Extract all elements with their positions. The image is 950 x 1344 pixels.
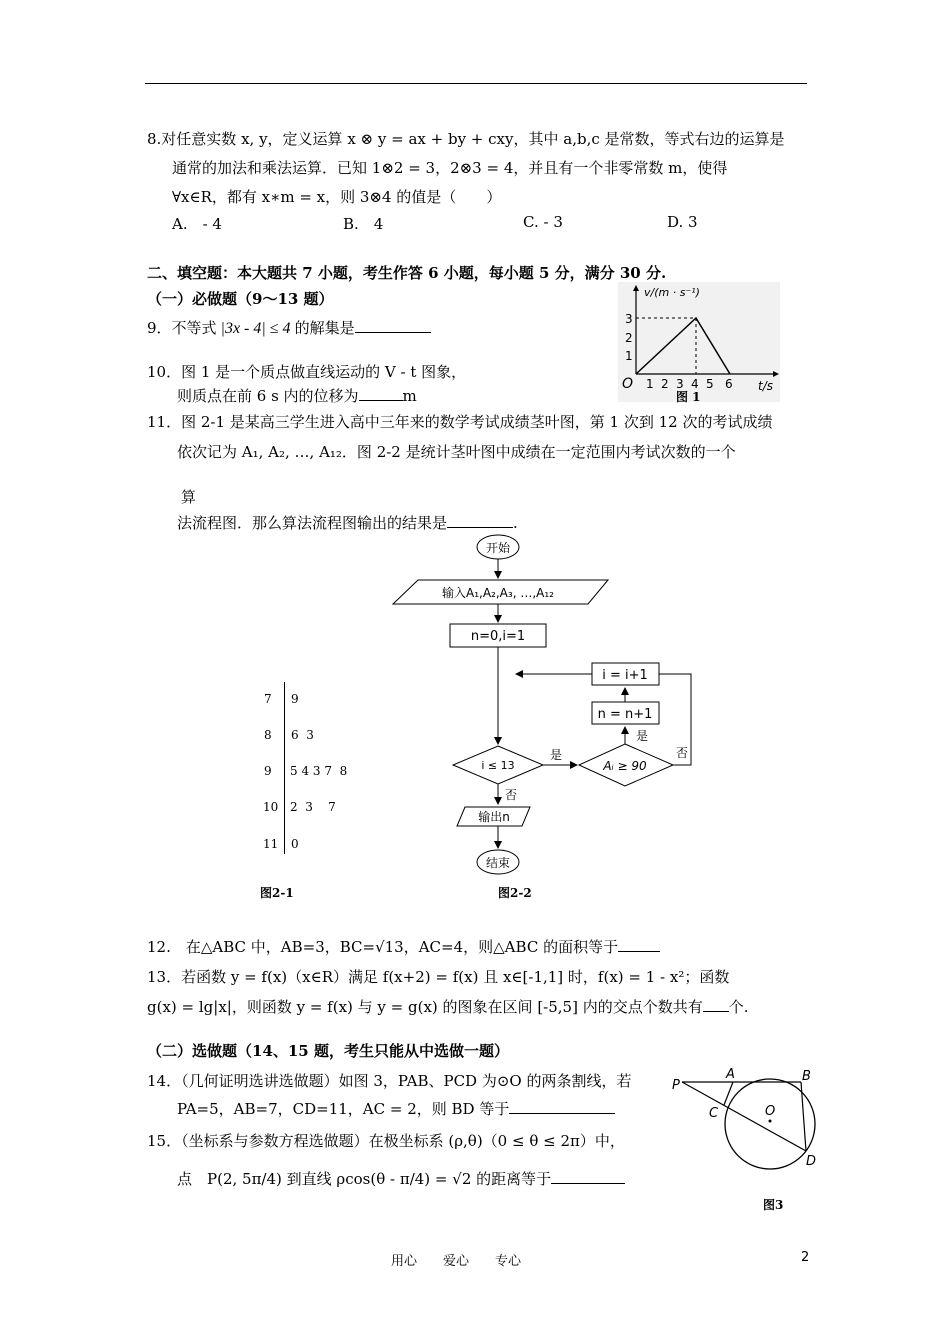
q13-line2-text: g(x) = lg|x|，则函数 y = f(x) 与 y = g(x) 的图象在区间 [-5,5] 内的交点个数共有 <box>147 998 703 1016</box>
flow-output: 输出n <box>478 810 510 824</box>
q14-answer-blank[interactable] <box>509 1099 615 1114</box>
flowchart-caption: 图2-2 <box>498 886 532 900</box>
q8-option-d: D. 3 <box>667 213 698 231</box>
figure3-label: D <box>806 1154 817 1169</box>
q12-answer-blank[interactable] <box>618 937 660 952</box>
figure1-ytick: 1 <box>625 349 633 363</box>
q13-line1: 13．若函数 y = f(x)（x∈R）满足 f(x+2) = f(x) 且 x∈[-1,1] 时，f(x) = 1 - x²；函数 <box>147 968 730 986</box>
flow-no1: 否 <box>505 788 518 802</box>
figure1-origin: O <box>622 376 634 392</box>
stemleaf-divider <box>284 682 285 854</box>
figure1-xtick: 2 <box>661 377 669 391</box>
figure3-chord-bd <box>801 1082 806 1151</box>
stemleaf-leaves: 6 3 <box>291 728 314 742</box>
q9-answer-blank[interactable] <box>355 318 431 333</box>
stemleaf-stem: 8 <box>264 728 272 742</box>
figure1-xtick: 3 <box>676 377 684 391</box>
q8-line2: 通常的加法和乘法运算．已知 1⊗2 = 3，2⊗3 = 4，并且有一个非零常数 m，使得 <box>172 159 728 177</box>
q8-option-b: B. 4 <box>343 215 384 233</box>
q15-answer-blank[interactable] <box>551 1169 625 1184</box>
stemleaf-caption: 图2-1 <box>260 886 294 900</box>
flow-init: n=0,i=1 <box>470 629 526 644</box>
q11-line3: 算 <box>181 488 197 506</box>
stemleaf-leaves: 0 <box>291 837 299 851</box>
flow-cond1: i ≤ 13 <box>481 759 515 772</box>
q10-line2 <box>177 385 417 406</box>
q13-line2-end: 个. <box>728 998 749 1016</box>
q10-line2-text: 则质点在前 6 s 内的位移为 <box>177 387 359 405</box>
flow-inc-n: n = n+1 <box>597 707 653 722</box>
q11-answer-blank[interactable] <box>447 513 513 528</box>
q11-line1: 11．图 2-1 是某高三学生进入高中三年来的数学考试成绩茎叶图，第 1 次到 12 次的考试成绩 <box>147 413 773 431</box>
header-rule <box>145 83 807 84</box>
figure3-label: P <box>672 1078 680 1093</box>
q10-unit: m <box>402 387 417 405</box>
figure1-xtick: 1 <box>646 377 654 391</box>
flow-no2: 否 <box>676 746 689 760</box>
q14-line1: 14．（几何证明选讲选做题）如图 3，PAB、PCD 为⊙O 的两条割线，若 <box>147 1072 632 1090</box>
figure1-xtick: 6 <box>725 377 733 391</box>
figure1-caption: 图 1 <box>676 390 701 404</box>
stemleaf-leaves: 5 4 3 7 8 <box>290 764 348 778</box>
figure3-secant-pcd <box>682 1082 806 1151</box>
q8-option-a: A. - 4 <box>172 215 222 233</box>
q9-suffix: 的解集是 <box>294 319 355 337</box>
figure3-label: C <box>709 1106 719 1121</box>
figure1-vt-graph <box>618 282 780 402</box>
stemleaf-stem: 9 <box>264 764 272 778</box>
flowchart <box>380 530 710 880</box>
figure3-circle <box>668 1065 828 1200</box>
flow-start: 开始 <box>485 541 511 555</box>
flow-input: 输入A₁,A₂,A₃, …,A₁₂ <box>442 586 554 600</box>
figure3-center <box>769 1120 772 1123</box>
flow-cond2: Aᵢ ≥ 90 <box>603 759 647 773</box>
stemleaf-stem: 7 <box>264 692 272 706</box>
q13-answer-blank[interactable] <box>703 997 729 1012</box>
stemleaf-leaves: 2 3 7 <box>290 800 336 814</box>
q8-line3: ∀x∈R，都有 x∗m = x，则 3⊗4 的值是（ ） <box>172 188 502 206</box>
q12-text: 12. 在△ABC 中，AB=3，BC=√13，AC=4，则△ABC 的面积等于 <box>147 938 619 956</box>
q14-line2 <box>177 1098 615 1119</box>
figure1-background <box>618 282 780 402</box>
figure3-label: O <box>765 1104 776 1119</box>
section2-sub2: （二）选做题（14、15 题，考生只能从中选做一题） <box>147 1042 509 1060</box>
section2-sub1: （一）必做题（9～13 题） <box>147 290 334 308</box>
stemleaf-leaves: 9 <box>291 692 299 706</box>
stemleaf-stem: 11 <box>263 837 279 851</box>
flow-inc-i: i = i+1 <box>602 668 648 683</box>
flow-yes1: 是 <box>549 748 563 762</box>
q14-line2-text: PA=5，AB=7，CD=11，AC = 2，则 BD 等于 <box>177 1100 510 1118</box>
q9 <box>147 317 431 338</box>
figure1-xtick: 4 <box>691 377 699 391</box>
q9-expression: |3x - 4| ≤ 4 <box>220 320 291 337</box>
figure1-xtick: 5 <box>706 377 714 391</box>
q15-line2 <box>177 1168 625 1189</box>
figure1-ylabel: v/(m · s⁻¹) <box>644 286 700 299</box>
q12 <box>147 936 660 957</box>
figure1-xlabel: t/s <box>758 379 773 393</box>
q9-prefix: 9．不等式 <box>147 319 217 337</box>
q11-line4: 法流程图．那么算法流程图输出的结果是 . <box>177 514 518 532</box>
figure1-ytick: 2 <box>625 331 633 345</box>
q10-line1: 10．图 1 是一个质点做直线运动的 V - t 图象， <box>147 363 467 381</box>
figure3-caption: 图3 <box>763 1198 784 1212</box>
q11-line4-text: 法流程图．那么算法流程图输出的结果是 <box>177 514 448 532</box>
figure3-label: A <box>726 1067 735 1082</box>
q8-line1: 8.对任意实数 x, y，定义运算 x ⊗ y = ax + by + cxy，其中 a,b,c 是常数，等式右边的运算是 <box>147 130 785 148</box>
q8-option-c: C. - 3 <box>523 213 563 231</box>
figure3-label: B <box>802 1069 811 1084</box>
figure1-ytick: 3 <box>625 312 633 326</box>
q15-line1: 15．（坐标系与参数方程选做题）在极坐标系 (ρ,θ)（0 ≤ θ ≤ 2π）中， <box>147 1132 625 1150</box>
q11-line2: 依次记为 A₁, A₂, …, A₁₂．图 2-2 是统计茎叶图中成绩在一定范围内考试次数的一个 <box>177 443 736 461</box>
flow-yes2: 是 <box>636 729 649 743</box>
q13-line2 <box>147 996 749 1017</box>
q15-line2-text: 点 P(2, 5π/4) 到直线 ρcos(θ - π/4) = √2 的距离等于 <box>177 1170 552 1188</box>
flow-end: 结束 <box>485 856 511 870</box>
q10-answer-blank[interactable] <box>359 386 403 401</box>
footer-motto: 用心 爱心 专心 <box>391 1254 522 1269</box>
stemleaf-stem: 10 <box>263 800 279 814</box>
section2-heading: 二、填空题：本大题共 7 小题，考生作答 6 小题，每小题 5 分，满分 30 分. <box>147 264 667 282</box>
page-number: 2 <box>801 1250 810 1265</box>
